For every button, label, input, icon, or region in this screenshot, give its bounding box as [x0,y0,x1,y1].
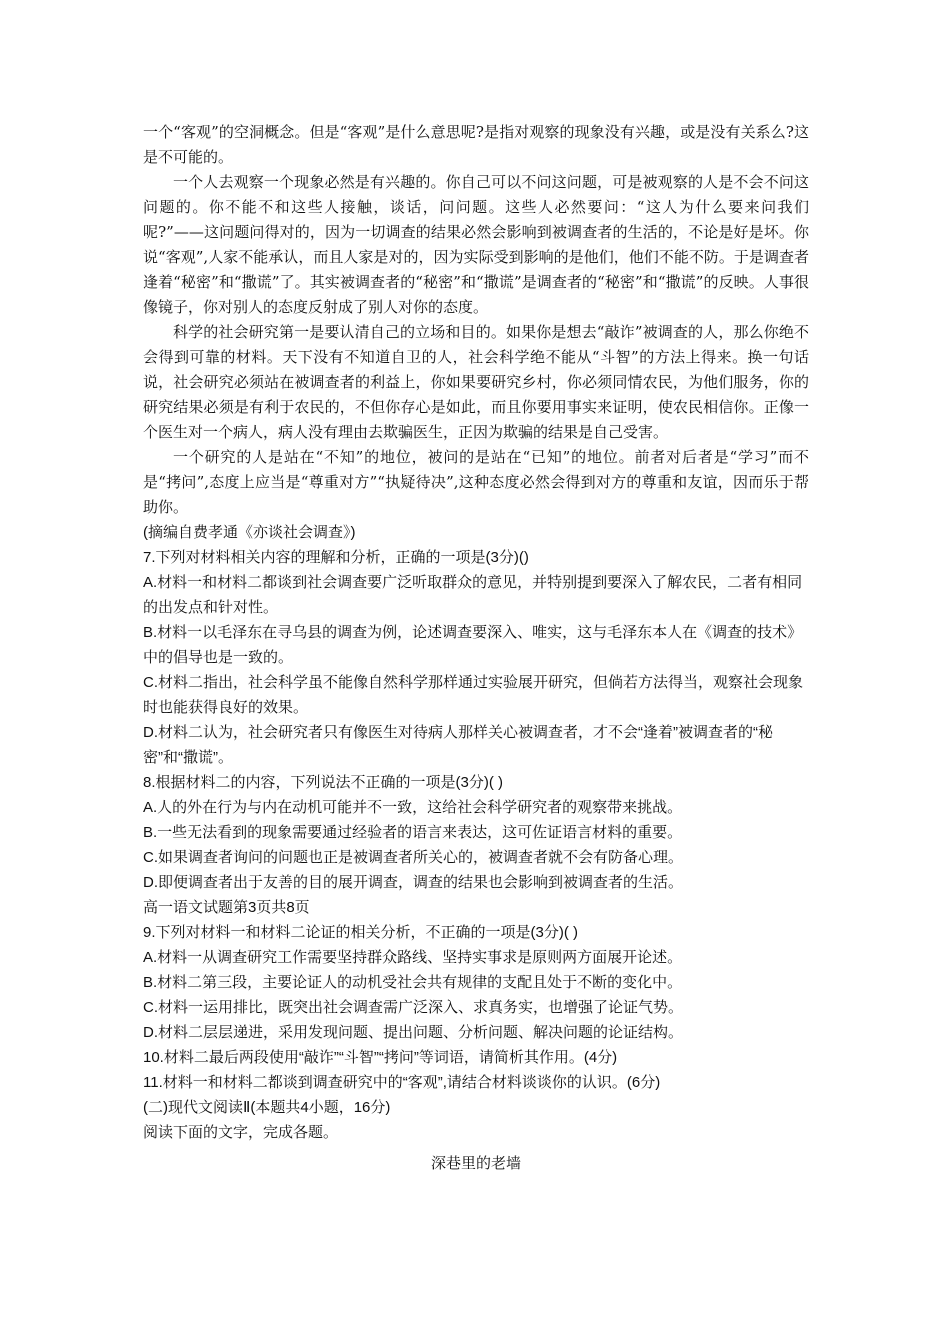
question-10: 10.材料二最后两段使用“敲诈”“斗智”“拷问”等词语，请简析其作用。(4分) [143,1049,618,1066]
question-9-option-b: B.材料二第三段，主要论证人的动机受社会共有规律的支配且处于不断的变化中。 [143,974,683,991]
question-8-option-c: C.如果调查者询问的问题也正是被调查者所关心的，被调查者就不会有防备心理。 [143,849,684,866]
question-7-option-b: B.材料一以毛泽东在寻乌县的调查为例，论述调查要深入、唯实，这与毛泽东本人在《调查的技术》中的倡导也是一致的。 [143,624,803,666]
question-8-option-d: D.即便调查者出于友善的目的展开调查，调查的结果也会影响到被调查者的生活。 [143,874,684,891]
paragraph-3: 科学的社会研究第一是要认清自己的立场和目的。如果你是想去“敲诈”被调查的人，那么你绝不会得到可靠的材料。天下没有不知道自卫的人，社会科学绝不能从“斗智”的方法上得来。换一句话说，社会研究必须站在被调查者的利益上，你如果要研究乡村，你必须同情农民，为他们服务，你的研究结果必须是有利于农民的，不但你存心是如此，而且你要用事实来证明，使农民相信你。正像一个医生对一个病人，病人没有理由去欺骗医生，正因为欺骗的结果是自己受害。 [143,323,809,441]
question-11: 11.材料一和材料二都谈到调查研究中的“客观”,请结合材料谈谈你的认识。(6分) [143,1074,661,1091]
question-7-option-d: D.材料二认为，社会研究者只有像医生对待病人那样关心被调查者，才不会“逢着”被调查者的“秘密”和“撒谎”。 [143,724,773,766]
question-8-option-b: B.一些无法看到的现象需要通过经验者的语言来表达，这可佐证语言材料的重要。 [143,824,683,841]
section-2-heading: (二)现代文阅读Ⅱ(本题共4小题，16分) [143,1099,391,1116]
question-7-option-a: A.材料一和材料二都谈到社会调查要广泛听取群众的意见，并特别提到要深入了解农民，二者有相同的出发点和针对性。 [143,574,803,616]
paragraph-1: 一个“客观”的空洞概念。但是“客观”是什么意思呢?是指对观察的现象没有兴趣，或是没有关系么?这是不可能的。 [143,123,809,166]
page-footer: 高一语文试题第3页共8页 [143,899,310,916]
question-7-stem: 7.下列对材料相关内容的理解和分析，正确的一项是(3分)() [143,549,529,566]
question-9-option-c: C.材料一运用排比，既突出社会调查需广泛深入、求真务实，也增强了论证气势。 [143,999,684,1016]
question-7-option-c: C.材料二指出，社会科学虽不能像自然科学那样通过实验展开研究，但倘若方法得当，观察社会现象时也能获得良好的效果。 [143,674,804,716]
question-8-option-a: A.人的外在行为与内在动机可能并不一致，这给社会科学研究者的观察带来挑战。 [143,799,683,816]
paragraph-2: 一个人去观察一个现象必然是有兴趣的。你自己可以不问这问题，可是被观察的人是不会不问这问题的。你不能不和这些人接触，谈话，问问题。这些人必然要问：“这人为什么要来问我们呢?”——这问题问得对的，因为一切调查的结果必然会影响到被调查者的生活的，不论是好是坏。你说“客观”,人家不能承认，而且人家是对的，因为实际受到影响的是他们，他们不能不防。于是调查者逢着“秘密”和“撒谎”了。其实被调查者的“秘密”和“撒谎”是调查者的“秘密”和“撒谎”的反映。人事很像镜子，你对别人的态度反射成了别人对你的态度。 [143,173,809,316]
question-9-stem: 9.下列对材料一和材料二论证的相关分析，不正确的一项是(3分)( ) [143,924,579,941]
question-9-option-d: D.材料二层层递进，采用发现问题、提出问题、分析问题、解决问题的论证结构。 [143,1024,684,1041]
source-note: (摘编自费孝通《亦谈社会调查》) [143,524,356,541]
essay-title: 深巷里的老墙 [430,1154,521,1172]
question-9-option-a: A.材料一从调查研究工作需要坚持群众路线、坚持实事求是原则两方面展开论述。 [143,949,683,966]
question-8-stem: 8.根据材料二的内容，下列说法不正确的一项是(3分)( ) [143,774,504,791]
document-page [143,120,809,1176]
paragraph-4: 一个研究的人是站在“不知”的地位，被问的是站在“已知”的地位。前者对后者是“学习”而不是“拷问”,态度上应当是“尊重对方”“执疑待决”,这种态度必然会得到对方的尊重和友谊，因而乐于帮助你。 [143,448,809,516]
reading-instruction: 阅读下面的文字，完成各题。 [143,1124,339,1141]
